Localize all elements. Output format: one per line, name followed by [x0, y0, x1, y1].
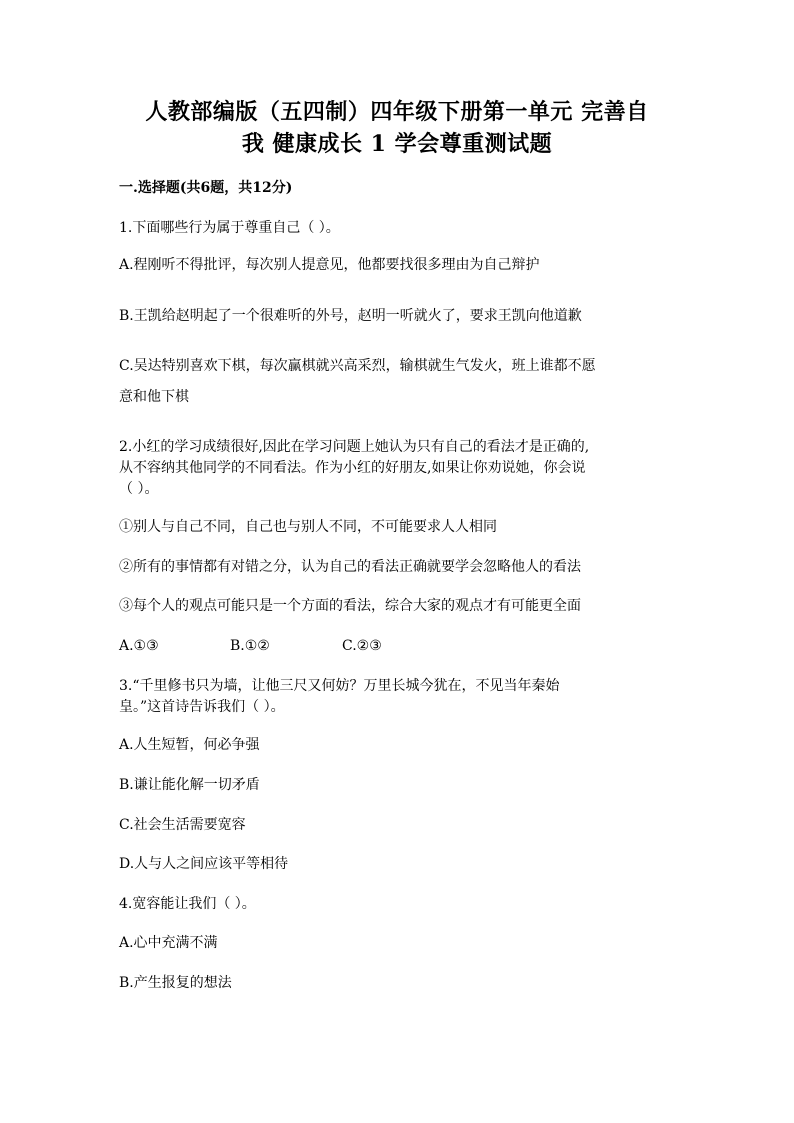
question-1-option-a: A.程刚听不得批评，每次别人提意见，他都要找很多理由为自己辩护 — [119, 257, 540, 273]
question-3-option-d: D.人与人之间应该平等相待 — [119, 856, 289, 872]
title-line-1: 人教部编版（五四制）四年级下册第一单元 完善自 — [145, 99, 649, 125]
question-2-statement-2: ②所有的事情都有对错之分，认为自己的看法正确就要学会忽略他人的看法 — [119, 559, 581, 575]
section-heading: 一.选择题(共6题，共12分) — [119, 180, 293, 196]
question-4-option-b: B.产生报复的想法 — [119, 975, 232, 991]
question-3-option-a: A.人生短暂，何必争强 — [119, 737, 260, 753]
question-1-option-c-line-1: C.吴达特别喜欢下棋，每次赢棋就兴高采烈，输棋就生气发火，班上谁都不愿 — [119, 358, 596, 374]
question-2-stem-line-3: （ ）。 — [119, 481, 159, 497]
question-2-option-b: B.①② — [230, 638, 270, 654]
question-1-option-b: B.王凯给赵明起了一个很难听的外号，赵明一听就火了，要求王凯向他道歉 — [119, 308, 582, 324]
question-3-stem-line-2: 皇。”这首诗告诉我们（ ）。 — [119, 699, 285, 715]
question-2-option-a: A.①③ — [119, 638, 159, 654]
question-3-stem-line-1: 3.“千里修书只为墙，让他三尺又何妨？万里长城今犹在，不见当年秦始 — [119, 678, 560, 694]
question-1-stem: 1.下面哪些行为属于尊重自己（ ）。 — [119, 220, 340, 236]
question-2-option-c: C.②③ — [342, 638, 382, 654]
question-2-stem-line-2: 从不容纳其他同学的不同看法。作为小红的好朋友,如果让你劝说她，你会说 — [119, 460, 586, 476]
question-4-stem: 4.宽容能让我们（ ）。 — [119, 896, 256, 912]
question-1-option-c-line-2: 意和他下棋 — [119, 389, 189, 405]
question-3-option-b: B.谦让能化解一切矛盾 — [119, 777, 260, 793]
question-2-statement-1: ①别人与自己不同，自己也与别人不同，不可能要求人人相同 — [119, 519, 497, 535]
page-title — [110, 96, 684, 160]
question-2-stem-line-1: 2.小红的学习成绩很好,因此在学习问题上她认为只有自己的看法才是正确的, — [119, 439, 590, 455]
question-3-option-c: C.社会生活需要宽容 — [119, 817, 246, 833]
title-line-2: 我 健康成长 1 学会尊重测试题 — [241, 131, 553, 157]
question-2-statement-3: ③每个人的观点可能只是一个方面的看法，综合大家的观点才有可能更全面 — [119, 598, 581, 614]
question-4-option-a: A.心中充满不满 — [119, 935, 218, 951]
